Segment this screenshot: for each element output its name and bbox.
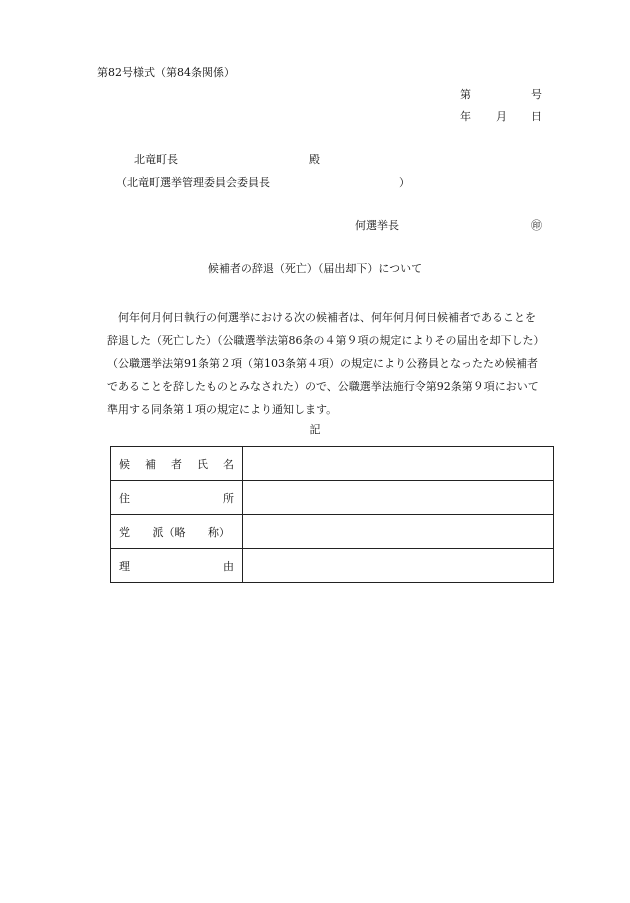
table-row xyxy=(111,549,554,583)
row-label-reason xyxy=(111,549,243,583)
party-value xyxy=(243,515,554,549)
sender-title: 何選挙長 xyxy=(355,219,399,232)
addressee-mayor: 北竜町長 xyxy=(134,153,178,166)
date-year-label: 年 xyxy=(460,110,471,123)
seal-mark: ㊞ xyxy=(531,219,542,232)
label-char: 由 xyxy=(223,559,234,573)
row-label-candidate-name xyxy=(111,447,243,481)
row-label-address xyxy=(111,481,243,515)
row-label-party xyxy=(111,515,243,549)
label-char: 補 xyxy=(145,457,156,471)
body-paragraph xyxy=(107,306,545,421)
body-line: であることを辞したものとみなされた）ので、公職選挙法施行令第92条第９項において xyxy=(107,380,539,393)
label-char: 氏 xyxy=(197,457,208,471)
body-line: （公職選挙法第91条第２項（第103条第４項）の規定により公務員となったため候補者 xyxy=(107,357,538,370)
addressee-committee: （北竜町選挙管理委員会委員長 xyxy=(116,176,270,189)
label-char: 派（略 xyxy=(152,525,186,539)
label-char: 候 xyxy=(119,457,130,471)
label-char: 理 xyxy=(119,559,130,573)
date-month-label: 月 xyxy=(496,110,507,123)
address-value xyxy=(243,481,554,515)
body-line: 辞退した（死亡した）（公職選挙法第86条の４第９項の規定によりその届出を却下した） xyxy=(107,334,545,347)
table-row xyxy=(111,447,554,481)
label-char: 名 xyxy=(223,457,234,471)
number-dai-label: 第 xyxy=(460,88,471,101)
label-char: 党 xyxy=(119,525,130,539)
document-title: 候補者の辞退（死亡）（届出却下）について xyxy=(207,262,423,275)
label-char: 者 xyxy=(171,457,182,471)
label-char: 所 xyxy=(223,491,234,505)
date-day-label: 日 xyxy=(531,110,542,123)
body-line: 準用する同条第１項の規定により通知します。 xyxy=(107,403,338,416)
number-go-label: 号 xyxy=(531,88,542,101)
ki-label: 記 xyxy=(309,423,321,436)
reason-value xyxy=(243,549,554,583)
form-reference: 第82号様式（第84条関係） xyxy=(97,66,235,79)
candidate-name-value xyxy=(243,447,554,481)
record-table xyxy=(110,446,554,583)
addressee-close-paren: ） xyxy=(399,176,410,189)
table-row xyxy=(111,481,554,515)
table-row xyxy=(111,515,554,549)
label-char: 住 xyxy=(119,491,130,505)
label-char: 称） xyxy=(208,525,230,539)
addressee-dono: 殿 xyxy=(309,153,320,166)
body-line: 何年何月何日執行の何選挙における次の候補者は、何年何月何日候補者であることを xyxy=(118,311,536,324)
